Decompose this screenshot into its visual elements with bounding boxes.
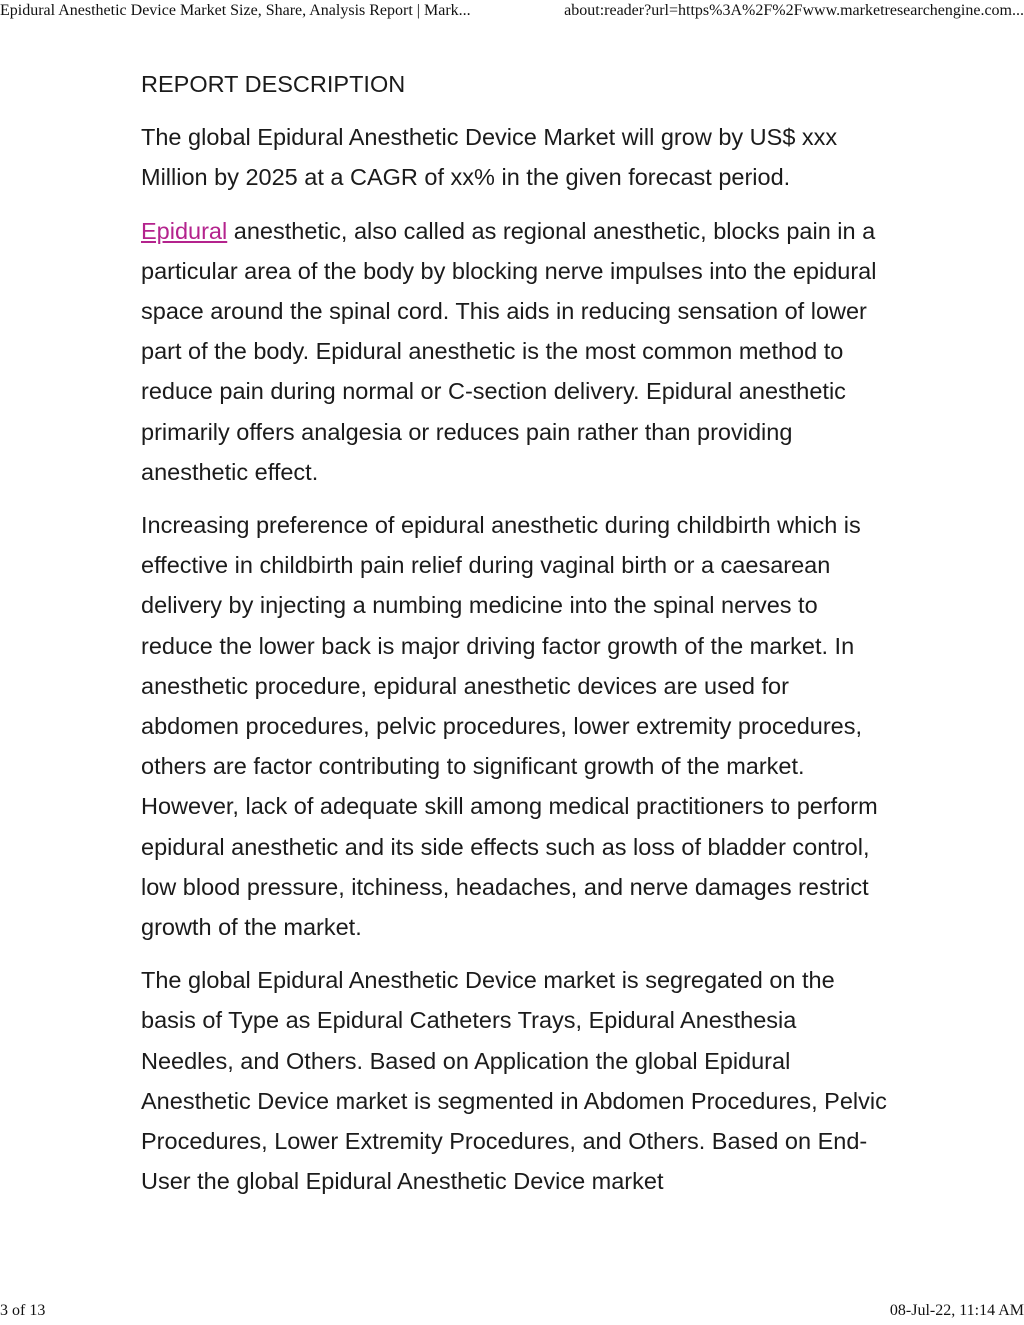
print-header bbox=[0, 0, 1024, 24]
paragraph-intro: The global Epidural Anesthetic Device Market will grow by US$ xxx Million by 2025 at a CAGR of xx% in the given forecast period. bbox=[141, 124, 838, 191]
page-number: 3 of 13 bbox=[0, 1302, 46, 1319]
article-body bbox=[141, 64, 891, 1214]
report-description-heading: REPORT DESCRIPTION bbox=[141, 71, 406, 97]
paragraph-segmentation: The global Epidural Anesthetic Device market is segregated on the basis of Type as Epidural Catheters Trays, Epidural Anesthesia Needles, and Others. Based on Application the global Epidural Anesthetic Device market is segmented in Abdomen Procedures, Pelvic Procedures, Lower Extremity Procedures, and Others. Based on End-User the global Epidural Anesthetic Device market bbox=[141, 967, 887, 1195]
page-title: Epidural Anesthetic Device Market Size, Share, Analysis Report | Mark... bbox=[0, 2, 471, 19]
paragraph-definition-text: anesthetic, also called as regional anesthetic, blocks pain in a particular area of the body by blocking nerve impulses into the epidural space around the spinal cord. This aids in reducing sensation of lower part of the body. Epidural anesthetic is the most common method to reduce pain during normal or C-section delivery. Epidural anesthetic primarily offers analgesia or reduces pain rather than providing anesthetic effect. bbox=[141, 217, 877, 485]
paragraph-drivers: Increasing preference of epidural anesthetic during childbirth which is effective in childbirth pain relief during vaginal birth or a caesarean delivery by injecting a numbing medicine into the spinal nerves to reduce the lower back is major driving factor growth of the market. In anesthetic procedure, epidural anesthetic devices are used for abdomen procedures, pelvic procedures, lower extremity procedures, others are factor contributing to significant growth of the market. However, lack of adequate skill among medical practitioners to perform epidural anesthetic and its side effects such as loss of bladder control, low blood pressure, itchiness, headaches, and nerve damages restrict growth of the market. bbox=[141, 512, 878, 941]
epidural-link[interactable]: Epidural bbox=[141, 217, 228, 244]
page-url: about:reader?url=https%3A%2F%2Fwww.marketresearchengine.com... bbox=[564, 2, 1024, 19]
print-datetime: 08-Jul-22, 11:14 AM bbox=[889, 1302, 1024, 1319]
print-footer bbox=[0, 1301, 1024, 1325]
paragraph-definition bbox=[141, 211, 891, 492]
